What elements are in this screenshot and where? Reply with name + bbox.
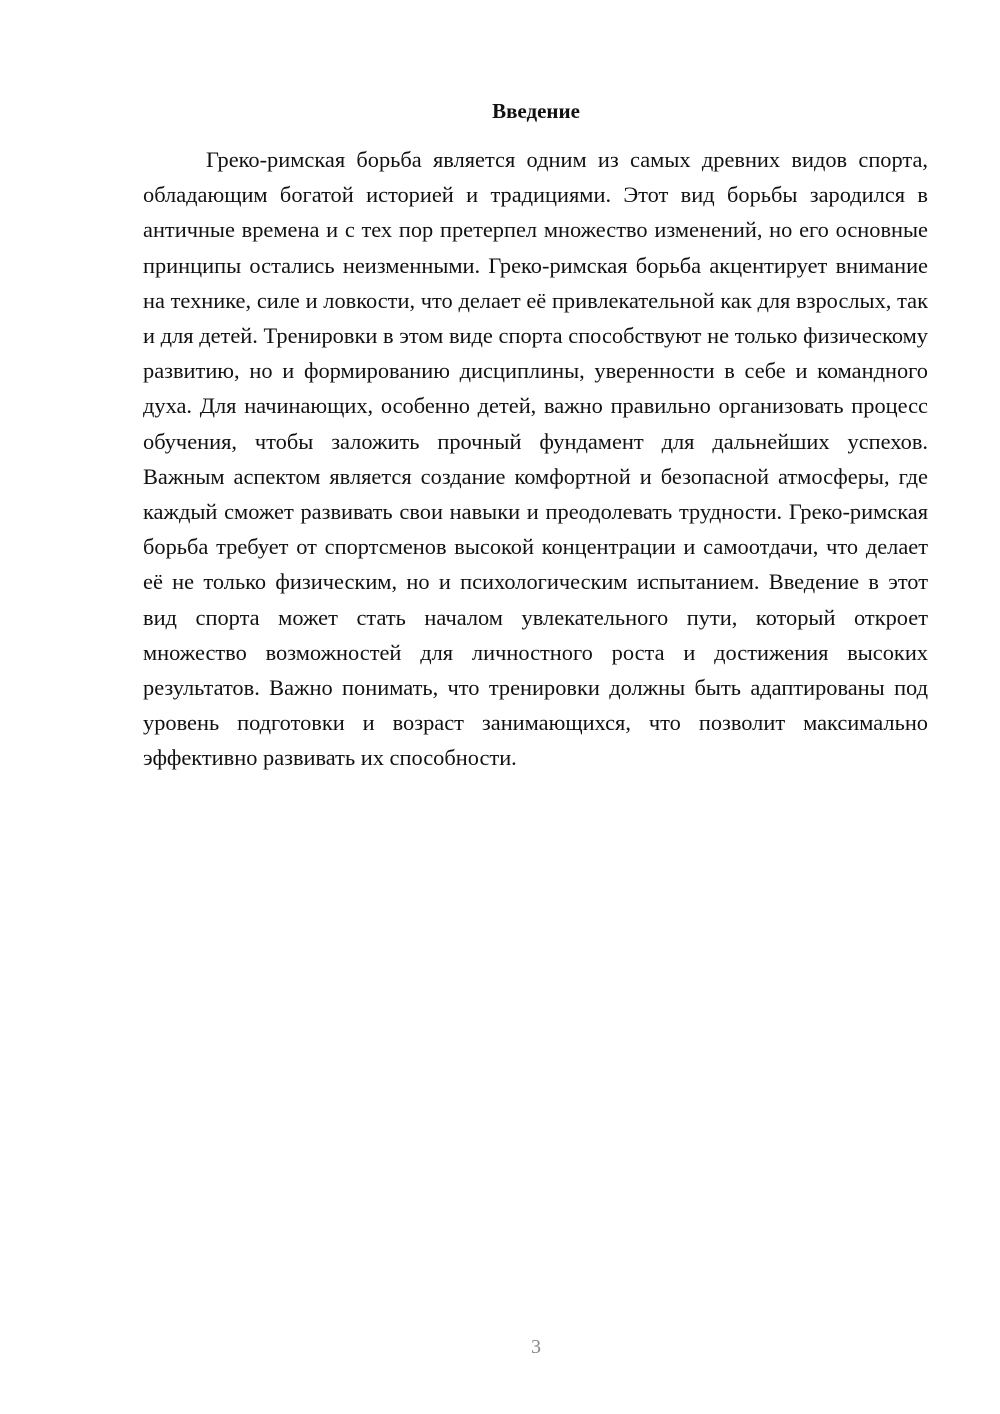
body-paragraph: Греко-римская борьба является одним из самых древних видов спорта, обладающим богатой историей и традициями. Этот вид борьбы зародился в античные времена и с тех пор претерпел множество изменений, но его основные принципы остались неизменными. Греко-римская борьба акцентирует внимание на технике, силе и ловкости, что делает её привлекательной как для взрослых, так и для детей. Тренировки в этом виде спорта способствуют не только физическому развитию, но и формированию дисциплины, уверенности в себе и командного духа. Для начинающих, особенно детей, важно правильно организовать процесс обучения, чтобы заложить прочный фундамент для дальнейших успехов. Важным аспектом является создание комфортной и безопасной атмосферы, где каждый сможет развивать свои навыки и преодолевать трудности. Греко-римская борьба требует от спортсменов высокой концентрации и самоотдачи, что делает её не только физическим, но и психологическим испытанием. Введение в этот вид спорта может стать началом увлекательного пути, который откроет множество возможностей для личностного роста и достижения высоких результатов. Важно понимать, что тренировки должны быть адаптированы под уровень подготовки и возраст занимающихся, что позволит максимально эффективно развивать их способности. (143, 147, 928, 771)
page-number: 3 (531, 1336, 541, 1358)
section-heading: Введение (492, 99, 580, 123)
